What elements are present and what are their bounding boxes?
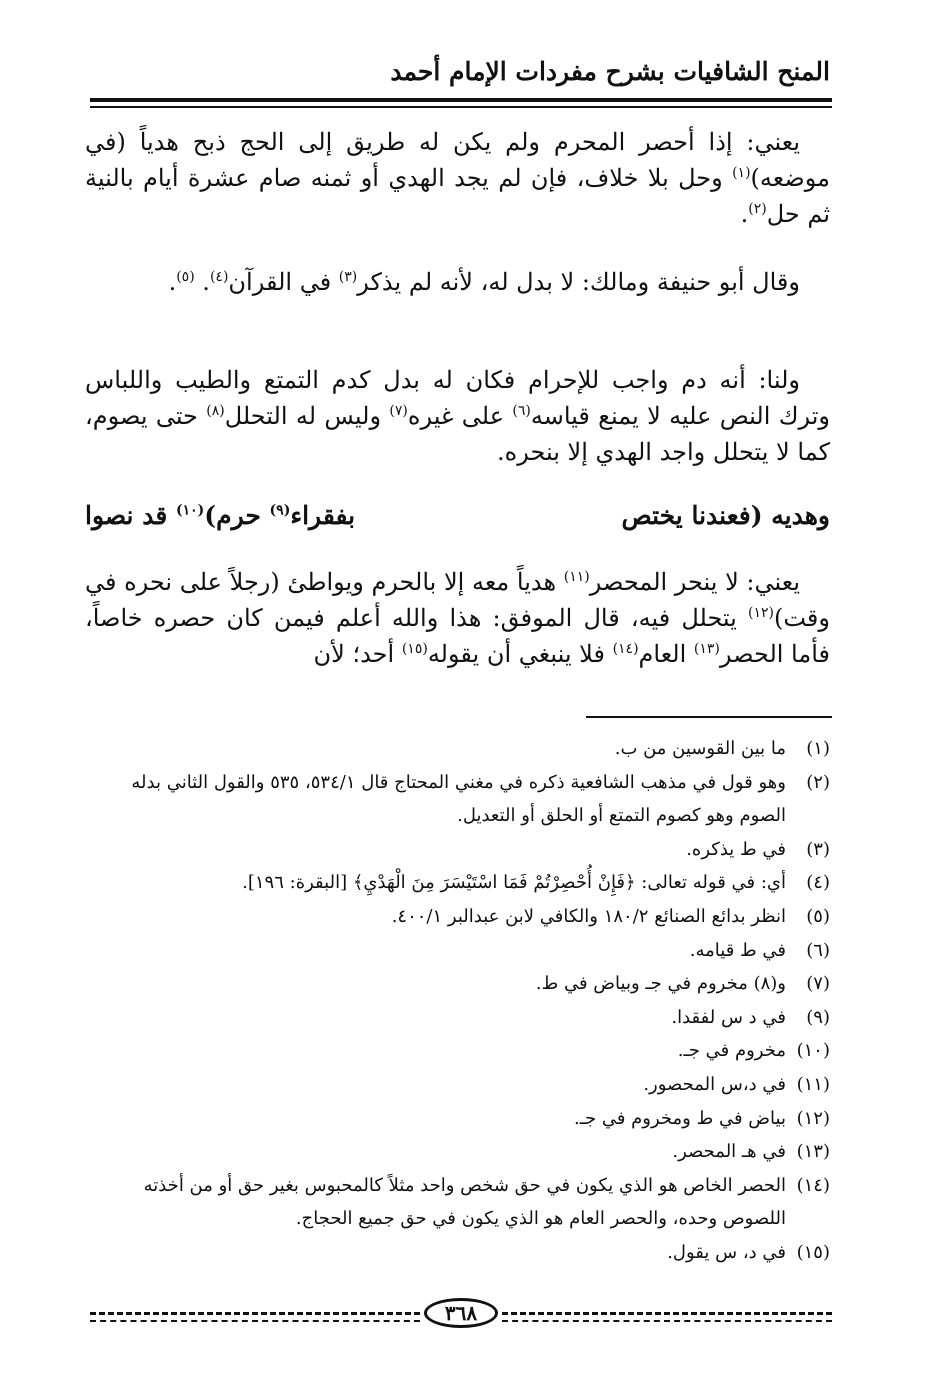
body-paragraph-3 — [85, 362, 830, 470]
poem-verse — [85, 496, 830, 536]
footer-dash-right — [502, 1312, 832, 1315]
text-run: في القرآن — [228, 268, 339, 296]
text-run: يعني: إذا أحصر المحرم ولم يكن له طريق إلى الحج ذبح هدياً (في موضعه) — [85, 128, 830, 192]
footnote-ref: (٣) — [338, 269, 358, 285]
footnote-number: (٥) — [806, 905, 830, 927]
page-number: ٣٦٨ — [424, 1298, 498, 1328]
header-rule-thin — [90, 106, 832, 108]
page-footer — [90, 1298, 832, 1328]
footnote-number: (٩) — [806, 1006, 830, 1028]
text-run: هدياً معه إلا بالحرم ويواطئ (رجلاً على نحره في وقت) — [85, 568, 830, 632]
text-run: . — [168, 268, 177, 296]
footnote-number: (١٥) — [796, 1241, 830, 1263]
footnote-text: و(٨) مخروم في جـ وبياض في ط. — [535, 973, 786, 995]
footnote-item — [80, 833, 830, 867]
footnote-text: أي: في قوله تعالى: ﴿فَإِنْ أُحْصِرْتُمْ فَمَا اسْتَيْسَرَ مِنَ الْهَدْيِ﴾ [البقرة: ١٩٦]. — [242, 872, 786, 894]
text-run: . — [740, 200, 749, 228]
footnote-item — [80, 934, 830, 968]
footnote-text: في د س لفقدا. — [671, 1006, 786, 1028]
body-paragraph-1 — [85, 124, 830, 232]
footnote-item — [80, 766, 830, 833]
footnote-item — [80, 967, 830, 1001]
body-paragraph-2 — [85, 264, 830, 300]
verse-hemistich-1: وهديه (فعندنا يختص — [621, 501, 830, 530]
footnote-item — [80, 1102, 830, 1136]
footnote-number: (١١) — [796, 1073, 830, 1095]
text-run: يعني: لا ينحر المحصر — [589, 568, 800, 596]
footnote-item — [80, 1135, 830, 1169]
verse-text-c: قد نصوا — [85, 501, 176, 530]
verse-text-a: بفقراء — [290, 501, 356, 530]
text-run: وليس له التحلل — [224, 402, 390, 430]
footnote-text: في ط قيامه. — [689, 939, 786, 961]
footnote-number: (١٣) — [796, 1141, 830, 1163]
footnote-ref: (١٤) — [612, 641, 639, 657]
text-run: حتى يصوم، كما لا يتحلل واجد الهدي إلا بنحره. — [85, 402, 830, 466]
footnote-number: (١٢) — [796, 1107, 830, 1129]
footnote-item — [80, 900, 830, 934]
footnote-item — [80, 1068, 830, 1102]
running-header-title: المنح الشافيات بشرح مفردات الإمام أحمد — [390, 57, 830, 86]
footnote-ref: (١١) — [563, 569, 590, 585]
footnote-ref: (٦) — [512, 403, 531, 419]
footnote-number: (٦) — [806, 939, 830, 961]
footnote-item — [80, 732, 830, 766]
footnote-ref-9: (٩) — [269, 502, 291, 519]
text-run: على غيره — [407, 402, 513, 430]
footer-dash-right-lower — [502, 1320, 832, 1322]
text-run: يتحلل فيه، قال الموفق: هذا والله أعلم فيمن كان حصره خاصاً، فأما الحصر — [85, 604, 830, 668]
footnote-number: (١٠) — [796, 1040, 830, 1062]
footnote-text: الحصر الخاص هو الذي يكون في حق شخص واحد مثلاً كالمحبوس بغير حق أو من أخذته اللصوص وحده، والحصر العام هو الذي يكون في حق جميع الحجاج. — [143, 1174, 786, 1230]
verse-hemistich-2 — [85, 496, 355, 536]
footnote-number: (٤) — [806, 872, 830, 894]
footnote-item — [80, 866, 830, 900]
footnote-text: بياض في ط ومخروم في جـ. — [573, 1107, 786, 1129]
footnote-item — [80, 1001, 830, 1035]
footnote-ref: (٥) — [176, 269, 195, 285]
footnote-item — [80, 1169, 830, 1236]
footnote-ref: (٢) — [748, 201, 767, 217]
footnote-text: مخروم في جـ. — [677, 1040, 786, 1062]
footnote-ref: (١٥) — [401, 641, 428, 657]
footnote-ref: (٧) — [389, 403, 408, 419]
footnote-number: (١٤) — [796, 1174, 830, 1196]
footnote-number: (٢) — [806, 771, 830, 793]
footnote-text: في هـ المحصر. — [672, 1141, 786, 1163]
footnote-number: (٧) — [806, 973, 830, 995]
footnote-ref: (١٢) — [748, 605, 774, 621]
text-run: العام — [638, 640, 694, 668]
footnote-text: وهو قول في مذهب الشافعية ذكره في مغني المحتاج قال ٥٣٤/١، ٥٣٥ والقول الثاني بدله الصوم وهو كصوم التمتع أو الحلق أو التعديل. — [131, 771, 786, 827]
footnotes-list — [80, 732, 830, 1270]
footnote-text: في د،س المحصور. — [643, 1073, 786, 1095]
footnote-text: ما بين القوسين من ب. — [614, 738, 786, 759]
text-run: وحل بلا خلاف، فإن لم يجد الهدي أو ثمنه صام عشرة أيام بالنية ثم حل — [85, 164, 830, 228]
footnote-number: (٣) — [806, 838, 830, 860]
text-run: ولنا: أنه دم واجب للإحرام فكان له بدل كدم التمتع والطيب واللباس وترك النص عليه لا يمنع قياسه — [85, 366, 830, 430]
footnote-separator — [586, 716, 832, 718]
footnote-number: (١) — [806, 738, 830, 759]
verse-text-b: حرم) — [204, 501, 270, 530]
footnote-ref-10: (١٠) — [175, 502, 205, 519]
header-rule-thick — [90, 98, 832, 102]
text-run: . — [194, 268, 210, 296]
text-run: فلا ينبغي أن يقوله — [427, 640, 613, 668]
footnote-ref: (٨) — [206, 403, 225, 419]
footer-dash-left-lower — [90, 1320, 420, 1322]
footnote-text: في ط يذكره. — [686, 838, 786, 860]
text-run: وقال أبو حنيفة ومالك: لا بدل له، لأنه لم يذكر — [357, 268, 800, 296]
footnote-ref: (١) — [732, 165, 751, 181]
footer-dash-left — [90, 1312, 420, 1315]
footnote-item — [80, 1034, 830, 1068]
footnote-text: انظر بدائع الصنائع ١٨٠/٢ والكافي لابن عبدالبر ٤٠٠/١. — [391, 905, 786, 927]
footnote-ref: (١٣) — [693, 641, 720, 657]
text-run: أحد؛ لأن — [313, 640, 402, 668]
footnote-ref: (٤) — [209, 269, 229, 285]
body-paragraph-4 — [85, 564, 830, 672]
footnote-item — [80, 1236, 830, 1270]
footnote-text: في د، س يقول. — [667, 1241, 786, 1263]
